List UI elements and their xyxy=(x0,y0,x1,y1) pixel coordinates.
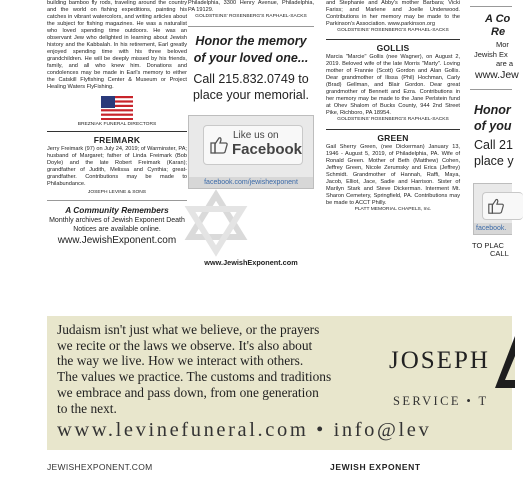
obituary-continued-text: and Stephanie and Abby's mother Barbara; Vicki Fariss; and Marlene and Joelle Underwood. Contributions in her memory may be made to the Parkinson's Association. www.parkinson.org xyxy=(326,0,460,27)
banner-line: we recite or the laws we observe. It's also about xyxy=(57,337,313,353)
thumbs-up-icon xyxy=(487,197,505,215)
banner-message xyxy=(57,322,367,416)
obituary-name-green: GREEN xyxy=(377,133,409,143)
divider xyxy=(470,6,512,7)
honor-memory-ad[interactable] xyxy=(188,33,314,103)
column-4 xyxy=(470,0,519,314)
facebook-like-button[interactable] xyxy=(482,192,523,220)
divider xyxy=(326,129,460,130)
divider xyxy=(470,89,512,90)
community-text-part: are a xyxy=(496,59,514,68)
honor-headline-2: of your loved one... xyxy=(193,51,309,65)
honor-call-text-1: Call 215.832.0749 to xyxy=(193,72,309,86)
community-url-link[interactable]: www.JewishExponent.com xyxy=(57,235,177,246)
thumbs-up-icon xyxy=(209,135,229,155)
banner-line: Judaism isn't just what we believe, or the prayers xyxy=(57,322,320,337)
levine-funeral-banner-ad[interactable] xyxy=(47,316,512,450)
banner-line: The values we practice. The customs and traditions xyxy=(57,369,332,385)
funeral-home-goldsteins: GOLDSTEINS' ROSENBERG'S RAPHAEL-SACKS xyxy=(195,14,307,19)
banner-line: the way we live. How we interact with others. xyxy=(57,353,304,369)
facebook-ad-cropped[interactable] xyxy=(473,183,512,235)
obituary-name-gollis: GOLLIS xyxy=(376,43,410,53)
obituary-gollis-text: Marcia "Marcie" Gollis (nee Wagner), on August 2, 2019. Beloved wife of the late Morris "Marty". Loving mother of Frannie (Scott) Gordon and Alan Gollis. Dear grandmother of Ilissa (Phil) Hochman, Carly (Brad) Gellman, and Blair Gordon. Dear great grandmother of Bennett and Ezra. Contributions in her memory may be made to the Jane Perlstein fund at Ohev Shalom of Bucks County, 944 2nd Street Pike, Richboro, PA 18954. xyxy=(326,54,460,116)
levine-logo-icon xyxy=(495,336,515,388)
column-1 xyxy=(47,0,187,312)
community-title-part: Re xyxy=(491,26,506,38)
funeral-home-levine: JOSEPH LEVINE & SONS xyxy=(87,190,147,195)
community-remembers-ad[interactable] xyxy=(47,205,187,247)
place-notice-text-1: TO PLAC xyxy=(472,241,504,250)
facebook-url-link[interactable]: facebook. xyxy=(474,223,512,234)
divider xyxy=(47,200,187,201)
community-url-link[interactable]: www.Jew xyxy=(475,69,519,81)
funeral-home-goldsteins: GOLDSTEINS' ROSENBERG'S RAPHAEL-SACKS xyxy=(337,28,449,33)
footer-right: JEWISH EXPONENT xyxy=(330,462,421,472)
community-title: A Community Remembers xyxy=(65,205,169,215)
brand-name: JOSEPH xyxy=(389,347,490,374)
banner-line: we embrace and pass down, from one generation xyxy=(57,384,319,400)
honor-memory-ad-cropped[interactable] xyxy=(470,102,512,169)
obituary-continued-text: Philadelphia, 3300 Henry Avenue, Philadelphia, PA 19129. xyxy=(188,0,314,13)
honor-call-part: place y xyxy=(474,154,514,168)
community-title-part: A Co xyxy=(485,13,511,25)
banner-website-link[interactable]: www.levinefuneral.com • info@lev xyxy=(57,419,432,441)
banner-line: to the next. xyxy=(57,400,117,416)
obituary-name-freimark: FREIMARK xyxy=(93,135,141,145)
facebook-ad[interactable] xyxy=(188,115,314,189)
divider xyxy=(47,131,187,132)
honor-call-part: Call 21 xyxy=(474,138,513,152)
obituary-green-text: Gail Sherry Green, (nee Dickerman) January 13, 1946 - August 5, 2019, of Philadelphia, PA. Wife of Ronald Green. Mother of Beth (Matthew) Cohen, Jeffrey Green, Nicole Zerumsky and Erica (Jeffrey) Schmidt. Grandmother of Hannah, Raffi, Maya, Jacob, Elliot, Jace, Sadie and Harrison. Sister of Marilyn Stark and Steve Dickerman. Interment Mt. Sharon Cemetery, Springfield, PA. Contributions may be made to ACCT Philly. xyxy=(326,144,460,206)
community-remembers-ad-cropped[interactable] xyxy=(470,13,519,82)
community-text-part: Mor xyxy=(496,40,509,49)
place-notice-text-2: CALL xyxy=(490,249,509,258)
obituary-text: building bamboo fly rods, traveling around the country and the world on fishing expeditions, painting his catches in vibrant watercolors, and writing articles about the subject for fishing magazines. He was a naturalist who loved spending time outdoors. He was an observant Jew who delighted in learning about Jewish history and the Kabbalah. In his retirement, Earl greatly enjoyed spending time with his three beloved grandchildren. He will be deeply missed by his friends, family, and all who knew him. Donations and condolences may be made in Earl's memory to either the Catskill Flyfishing Center & Museum or Project Healing Waters FlyFishing. xyxy=(47,0,187,90)
honor-headline-part: Honor xyxy=(474,103,511,117)
site-url-link[interactable]: www.JewishExponent.com xyxy=(204,258,298,267)
facebook-like-button[interactable] xyxy=(203,125,303,165)
column-3 xyxy=(326,0,460,314)
honor-headline-part: of you xyxy=(474,119,512,133)
footer-left: JEWISHEXPONENT.COM xyxy=(47,462,153,472)
facebook-url-link[interactable]: facebook.com/jewishexponent xyxy=(189,177,313,188)
community-text-part: Jewish Ex xyxy=(474,50,508,59)
honor-headline-1: Honor the memory xyxy=(195,34,307,48)
funeral-home-brezniak: BREZNIAK FUNERAL DIRECTORS xyxy=(77,122,157,127)
divider xyxy=(326,39,460,40)
facebook-like-on: Like us on xyxy=(233,130,279,141)
brand-tagline: SERVICE • T xyxy=(393,394,489,408)
star-of-david-graphic xyxy=(188,191,308,255)
honor-call-text-2: place your memorial. xyxy=(192,88,309,102)
divider xyxy=(188,26,314,27)
funeral-home-goldsteins: GOLDSTEINS' ROSENBERG'S RAPHAEL-SACKS xyxy=(337,117,449,122)
column-2 xyxy=(188,0,314,314)
community-text: Monthly archives of Jewish Exponent Death Notices are available online. xyxy=(49,217,185,233)
obituary-freimark-text: Jerry Freimark (97) on July 24, 2019; of Warminster, PA; husband of Margaret; father of Linda Freimark (Bob Doyle) and the late Robert Freimark (Karan); grandfather of Judith, Melissa and Cynthia; great-grandfather. Contributions may be made to Philabundance. xyxy=(47,146,187,187)
american-flag-image xyxy=(101,96,133,120)
funeral-home-platt: PLATT MEMORIAL CHAPELS, Inc. xyxy=(354,207,432,212)
facebook-label: Facebook xyxy=(232,141,303,158)
